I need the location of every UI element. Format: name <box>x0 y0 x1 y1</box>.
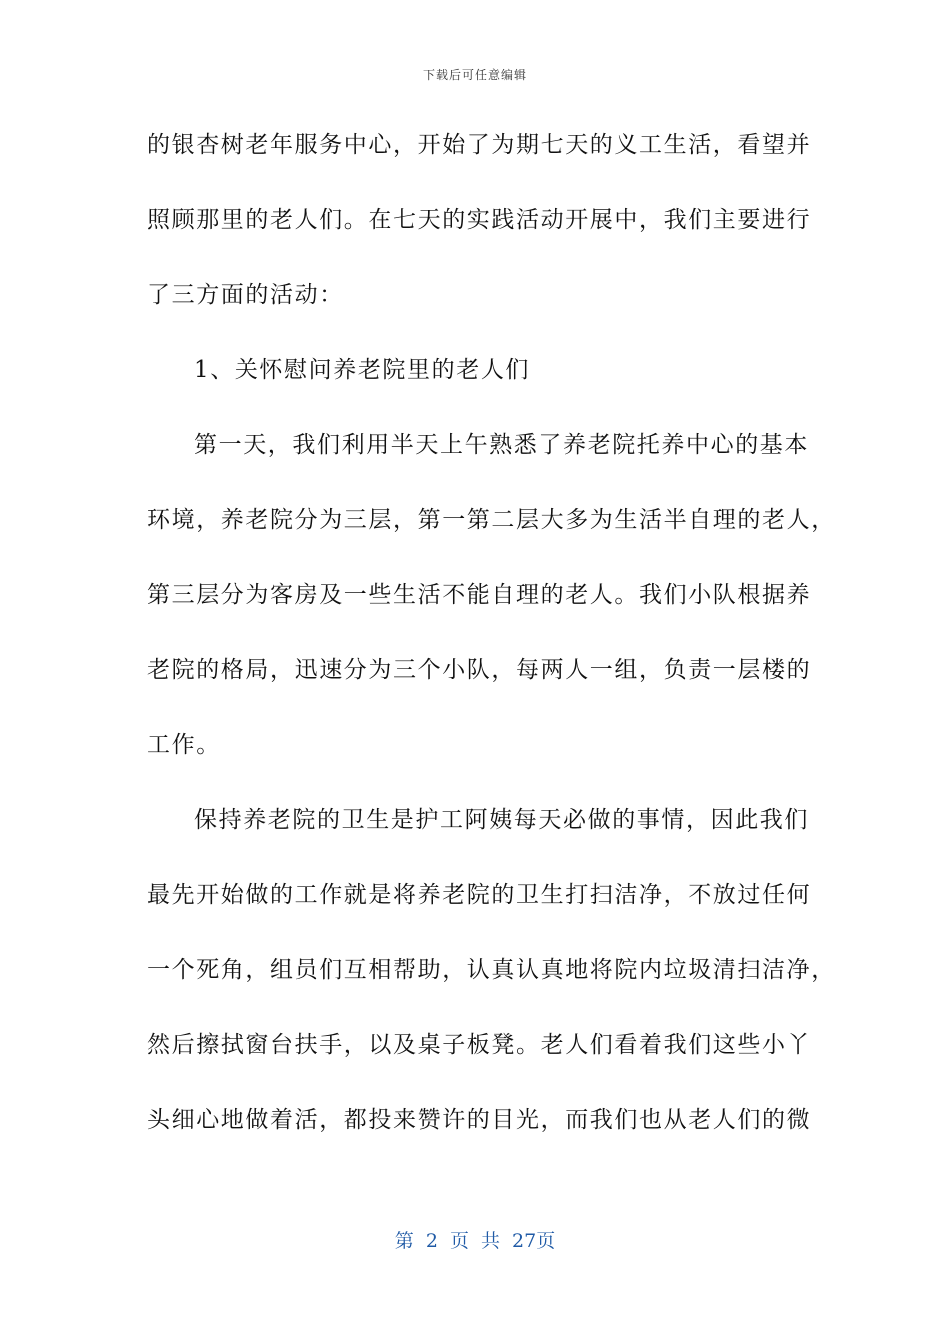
body-line-5: 第一天，我们利用半天上午熟悉了养老院托养中心的基本 <box>194 432 809 458</box>
body-line-8: 老院的格局，迅速分为三个小队，每两人一组，负责一层楼的 <box>147 657 812 683</box>
body-line-12: 一个死角，组员们互相帮助，认真认真地将院内垃圾清扫洁净， <box>147 957 836 983</box>
document-body <box>147 122 836 1172</box>
body-line-6: 环境，养老院分为三层，第一第二层大多为生活半自理的老人， <box>147 507 836 533</box>
body-line-1: 的银杏树老年服务中心，开始了为期七天的义工生活，看望并 <box>147 132 812 158</box>
body-line-10: 保持养老院的卫生是护工阿姨每天必做的事情，因此我们 <box>194 807 809 833</box>
body-line-13: 然后擦拭窗台扶手，以及桌子板凳。老人们看着我们这些小丫 <box>147 1032 812 1058</box>
section-heading: 1、关怀慰问养老院里的老人们 <box>194 357 531 383</box>
page-number: 第 2 页 共 27页 <box>394 1230 556 1252</box>
body-line-3: 了三方面的活动： <box>147 282 344 308</box>
body-line-11: 最先开始做的工作就是将养老院的卫生打扫洁净，不放过任何 <box>147 882 812 908</box>
body-line-7: 第三层分为客房及一些生活不能自理的老人。我们小队根据养 <box>147 582 812 608</box>
body-line-9: 工作。 <box>147 732 221 758</box>
body-line-2: 照顾那里的老人们。在七天的实践活动开展中，我们主要进行 <box>147 207 812 233</box>
page-header-note: 下载后可任意编辑 <box>422 68 527 82</box>
body-line-14: 头细心地做着活，都投来赞许的目光，而我们也从老人们的微 <box>147 1107 812 1133</box>
